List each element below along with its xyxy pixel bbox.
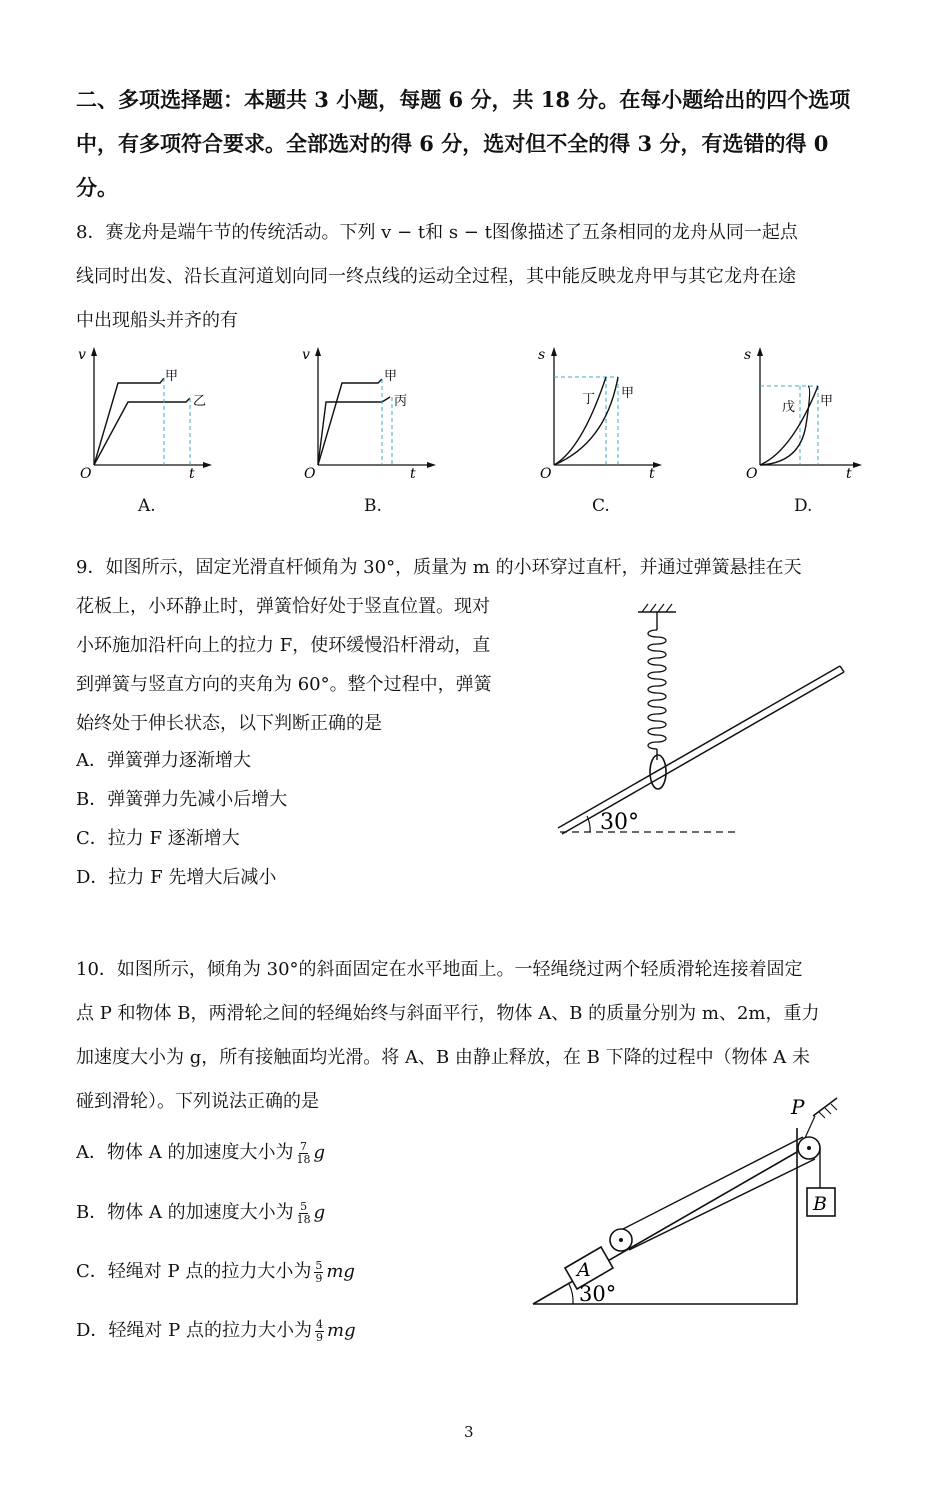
- q9-option-a: A．弹簧弹力逐渐增大: [76, 750, 251, 771]
- page-number: 3: [464, 1423, 474, 1441]
- q8-graph-a-label: A.: [138, 496, 156, 516]
- q8-d-yaxis: s: [744, 347, 752, 363]
- q10-figure-angle: 30°: [579, 1282, 617, 1306]
- q8-b-yaxis: v: [302, 347, 310, 363]
- q8-graph-a: [76, 345, 226, 480]
- q10-option-d: D．轻绳对 P 点的拉力大小为 $\frac{4}{9}$ mg: [76, 1317, 356, 1344]
- q8-graph-d: [742, 345, 892, 480]
- q8-a-curve-2: 乙: [193, 394, 207, 409]
- q9-option-d: D．拉力 F 先增大后减小: [76, 867, 277, 888]
- q10-block-b: B: [813, 1193, 827, 1215]
- q8-b-curve-1: 甲: [384, 369, 398, 384]
- q8-c-curve-1: 丁: [582, 392, 596, 407]
- q8-b-curve-2: 丙: [394, 394, 408, 409]
- q8-line3: 中出现船头并齐的有: [76, 310, 238, 331]
- q10-point-p: P: [791, 1095, 805, 1119]
- q10-line4: 碰到滑轮）。下列说法正确的是: [76, 1091, 319, 1112]
- q8-d-xaxis: t: [846, 466, 852, 480]
- q8-d-curve-2: 甲: [820, 394, 834, 409]
- q10-line1: 10．如图所示，倾角为 30°的斜面固定在水平地面上。一轻绳绕过两个轻质滑轮连接着固定: [76, 959, 803, 980]
- q10-line2: 点 P 和物体 B，两滑轮之间的轻绳始终与斜面平行，物体 A、B 的质量分别为 m、2m，重力: [76, 1003, 820, 1024]
- q9-line1: 9．如图所示，固定光滑直杆倾角为 30°，质量为 m 的小环穿过直杆，并通过弹簧悬挂在天: [76, 557, 802, 578]
- q8-graph-c: [536, 345, 686, 480]
- q9-line2: 花板上，小环静止时，弹簧恰好处于竖直位置。现对: [76, 596, 490, 617]
- q8-graph-b-label: B.: [364, 496, 382, 516]
- q10-option-b: B．物体 A 的加速度大小为 $\frac{5}{18}$ g: [76, 1199, 326, 1226]
- q9-option-b: B．弹簧弹力先减小后增大: [76, 789, 288, 810]
- q9-spring-rod-figure: [550, 600, 850, 845]
- q8-d-origin: O: [746, 466, 758, 480]
- q8-c-yaxis: s: [538, 347, 546, 363]
- q8-line2: 线同时出发、沿长直河道划向同一终点线的运动全过程，其中能反映龙舟甲与其它龙舟在途: [76, 266, 796, 287]
- q8-a-xaxis: t: [189, 466, 195, 480]
- q10-incline-pulley-figure: [525, 1090, 855, 1315]
- q8-a-curve-1: 甲: [165, 369, 179, 384]
- q9-line3: 小环施加沿杆向上的拉力 F，使环缓慢沿杆滑动，直: [76, 635, 491, 656]
- q8-line1: 8．赛龙舟是端午节的传统活动。下列 v − t和 s − t图像描述了五条相同的龙舟从同一起点: [76, 222, 798, 243]
- q8-a-origin: O: [80, 466, 92, 480]
- q10-line3: 加速度大小为 g，所有接触面均光滑。将 A、B 由静止释放，在 B 下降的过程中（物体 A 未: [76, 1047, 811, 1068]
- q8-c-curve-2: 甲: [621, 386, 635, 401]
- q8-c-xaxis: t: [649, 466, 655, 480]
- q10-option-a: A．物体 A 的加速度大小为 $\frac{7}{18}$ g: [76, 1139, 325, 1166]
- q9-line5: 始终处于伸长状态，以下判断正确的是: [76, 713, 382, 734]
- q8-c-origin: O: [540, 466, 552, 480]
- q8-b-origin: O: [304, 466, 316, 480]
- q10-block-a: A: [577, 1259, 591, 1281]
- section-title: 二、多项选择题：本题共 3 小题，每题 6 分，共 18 分。在每小题给出的四个选项中，有多项符合要求。全部选对的得 6 分，选对但不全的得 3 分，有选错的得 0 分。: [76, 87, 851, 200]
- q8-d-curve-1: 戊: [782, 400, 796, 415]
- q9-figure-angle: 30°: [600, 810, 639, 835]
- q8-a-yaxis: v: [78, 347, 86, 363]
- q10-option-c: C．轻绳对 P 点的拉力大小为 $\frac{5}{9}$ mg: [76, 1258, 355, 1285]
- q8-graph-b: [300, 345, 450, 480]
- q9-line4: 到弹簧与竖直方向的夹角为 60°。整个过程中，弹簧: [76, 674, 492, 695]
- q8-graph-d-label: D.: [794, 496, 813, 516]
- q8-graph-c-label: C.: [592, 496, 610, 516]
- q8-b-xaxis: t: [410, 466, 416, 480]
- q9-option-c: C．拉力 F 逐渐增大: [76, 828, 240, 849]
